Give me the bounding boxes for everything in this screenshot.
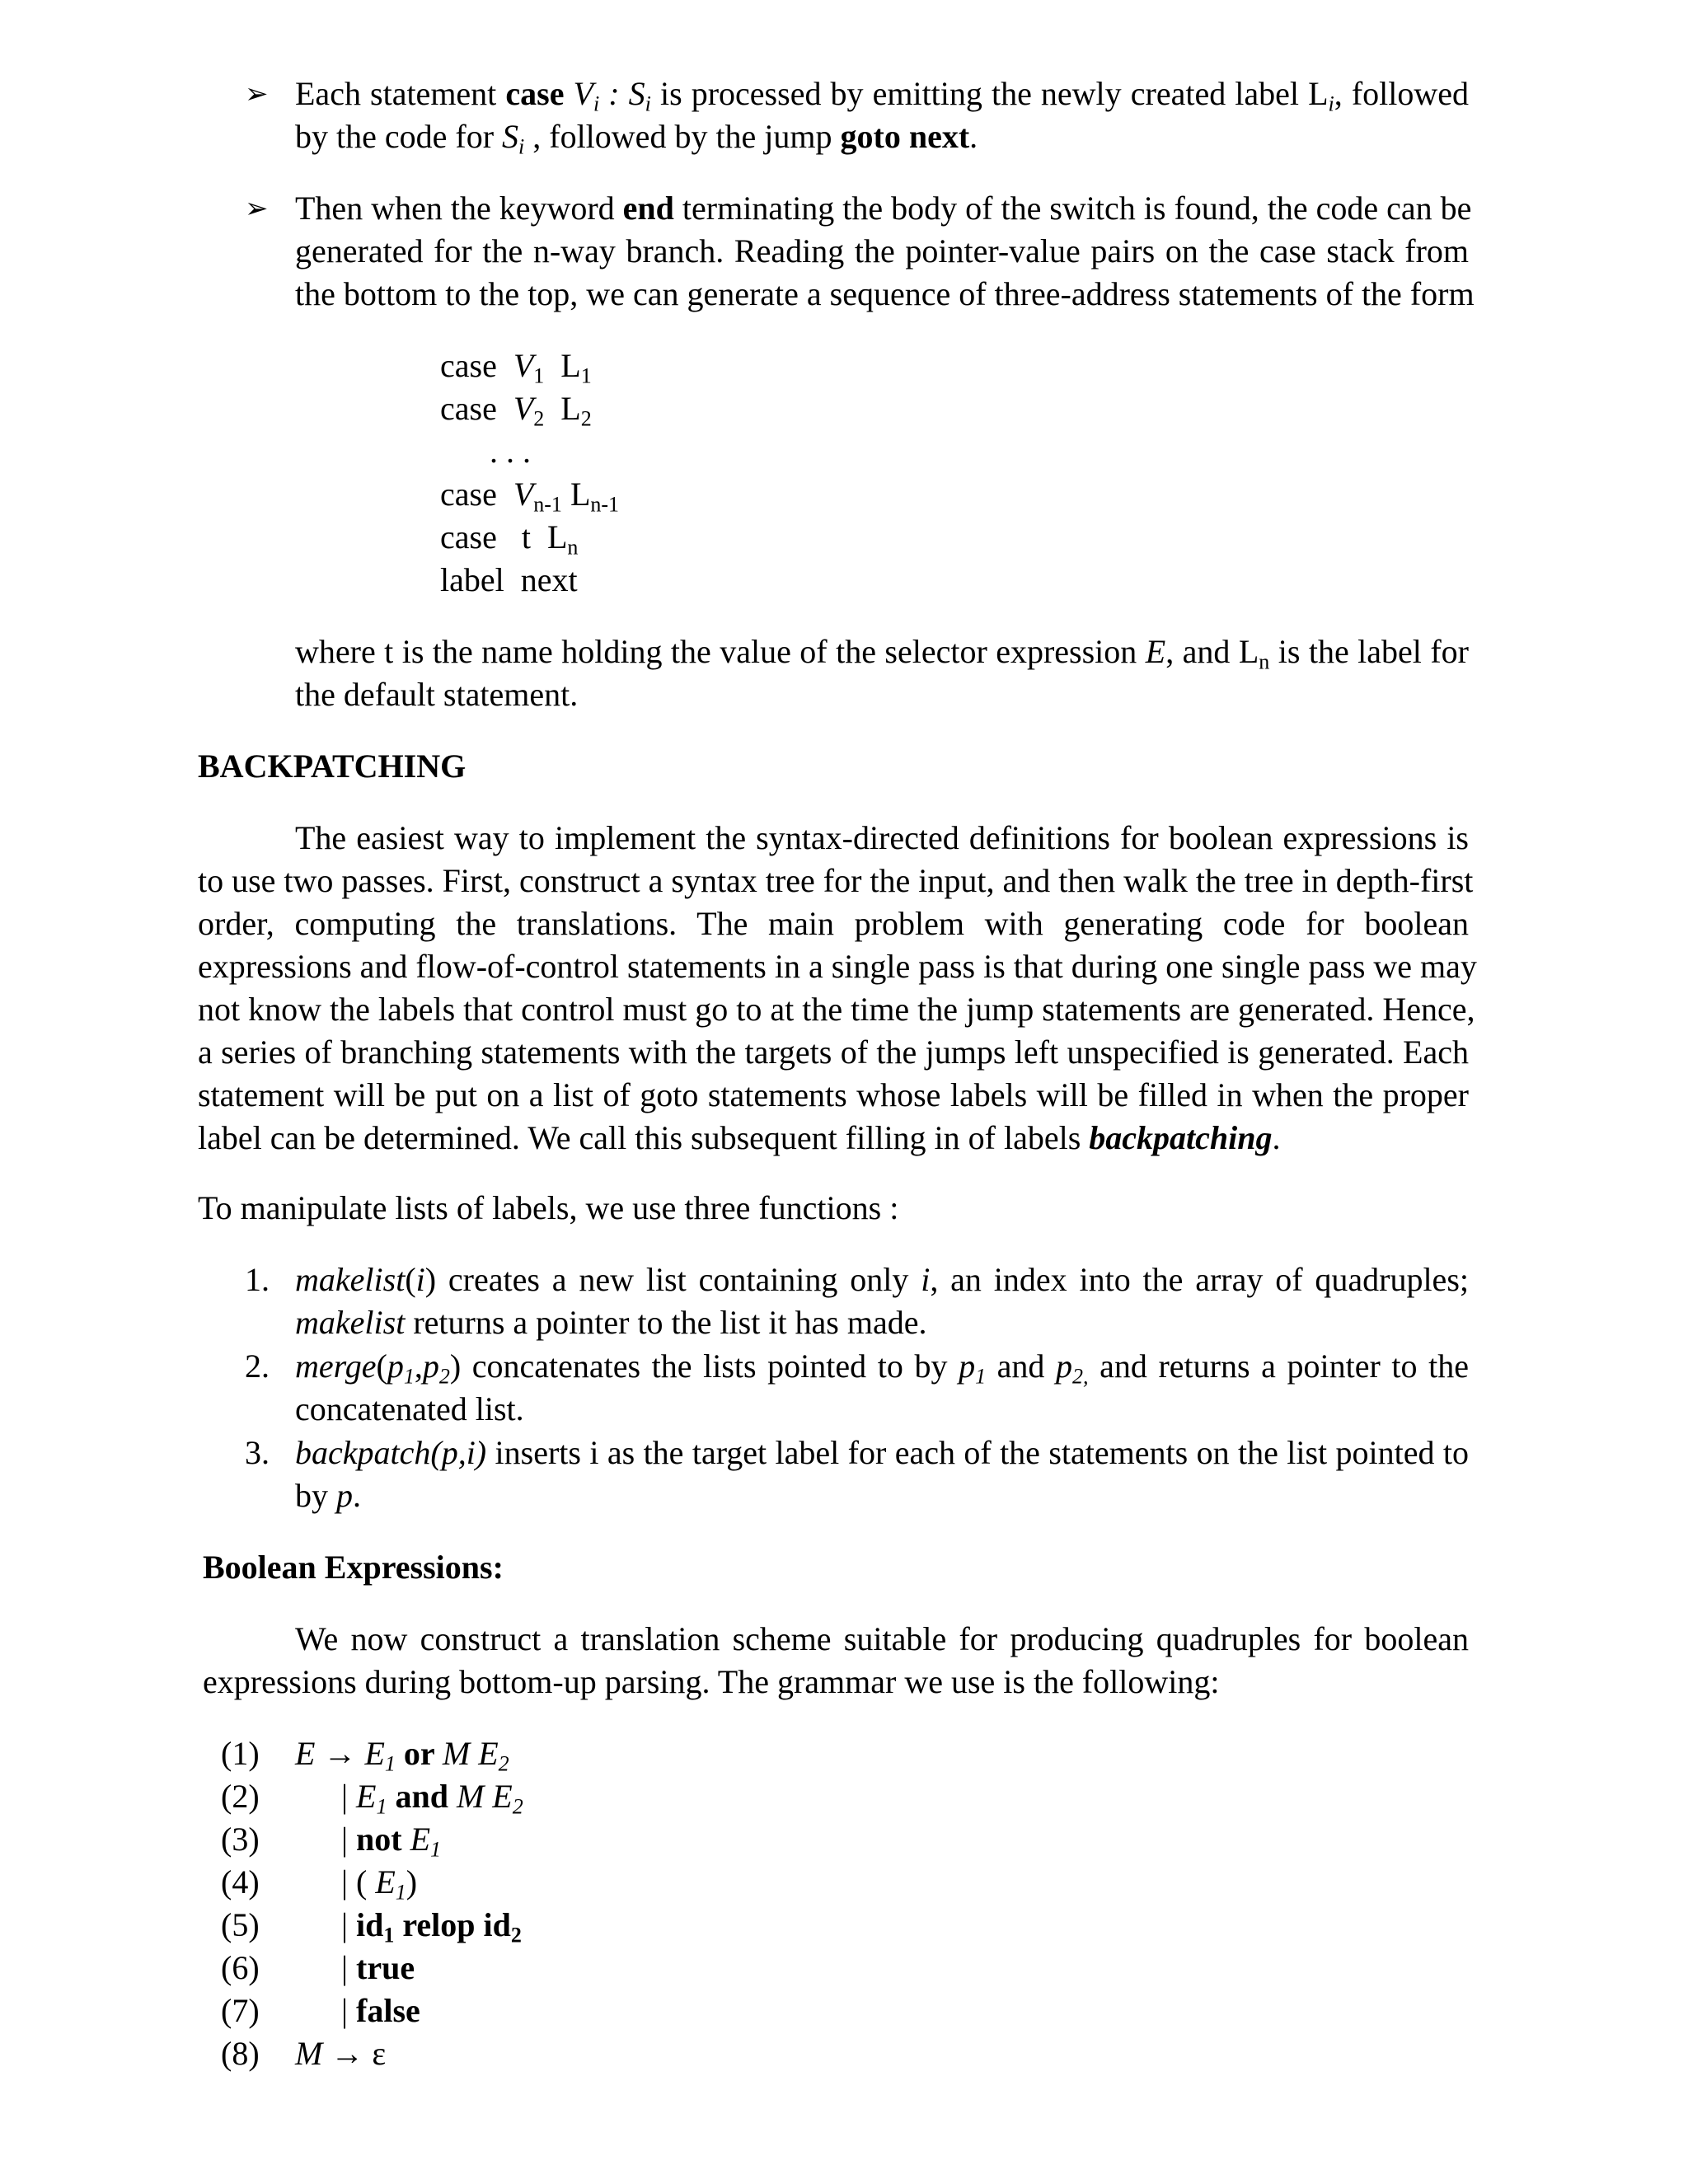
list-item-line: makelist returns a pointer to the list it has made. — [295, 1304, 927, 1341]
grammar-rule-number: (4) — [221, 1863, 260, 1900]
section-heading-boolean-expressions: Boolean Expressions: — [203, 1549, 504, 1586]
paragraph-line: not know the labels that control must go to at the time the jump statements are generated. Hence, — [198, 991, 1475, 1028]
grammar-production: | $id_1$ relop $id_2$ — [341, 1906, 522, 1947]
grammar-rule-number: (6) — [221, 1949, 260, 1986]
grammar-rule-number: (5) — [221, 1906, 260, 1943]
section-heading-backpatching: BACKPATCHING — [198, 748, 467, 785]
where-line-2: the default statement. — [295, 676, 579, 713]
list-item-line: backpatch(p,i) inserts i as the target label for each of the statements on the list pointed to — [295, 1434, 1469, 1471]
case-line: case $V_1$ $L_1$ — [440, 347, 592, 388]
list-item-number: 2. — [245, 1347, 270, 1385]
boolean-paragraph-line-1: We now construct a translation scheme suitable for producing quadruples for boolean — [295, 1620, 1469, 1657]
grammar-production: | ( $E_1$) — [341, 1863, 418, 1905]
functions-intro: To manipulate lists of labels, we use three functions : — [198, 1189, 899, 1226]
case-line: . . . — [440, 433, 531, 470]
grammar-rule-number: (8) — [221, 2035, 260, 2072]
grammar-production: | $E_1$ and M $E_2$ — [341, 1778, 523, 1819]
bullet-arrow-icon: ➢ — [245, 192, 269, 225]
bullet-2-line-3: the bottom to the top, we can generate a sequence of three-address statements of the form — [295, 275, 1475, 312]
where-line-1: where t is the name holding the value of the selector expression E, and $L_n$ is the label for — [295, 633, 1470, 674]
grammar-production: $E \to E_1$ or M $E_2$ — [295, 1735, 509, 1776]
bullet-1-line-1: Each statement case $V_i$ : $S_i$ is processed by emitting the newly created label $L_i$, followed — [295, 75, 1470, 116]
paragraph-line: expressions and flow-of-control statements in a single pass is that during one single pass we may — [198, 948, 1477, 985]
boolean-paragraph-line-2: expressions during bottom-up parsing. The grammar we use is the following: — [203, 1663, 1220, 1700]
paragraph-line: order, computing the translations. The main problem with generating code for boolean — [198, 905, 1469, 942]
grammar-production: | true — [341, 1949, 415, 1986]
grammar-rule-number: (2) — [221, 1778, 260, 1815]
grammar-rule-number: (7) — [221, 1992, 260, 2029]
list-item-number: 1. — [245, 1261, 270, 1298]
bullet-1-line-2: by the code for $S_i$ , followed by the jump goto next. — [295, 118, 978, 159]
list-item-line: makelist(i) creates a new list containing only i, an index into the array of quadruples; — [295, 1261, 1469, 1298]
paragraph-line: to use two passes. First, construct a syntax tree for the input, and then walk the tree in depth-first — [198, 862, 1474, 899]
list-item-number: 3. — [245, 1434, 270, 1471]
case-line: case $V_2$ $L_2$ — [440, 390, 592, 431]
case-line: case $V_{n-1}$ $L_{n-1}$ — [440, 476, 620, 517]
bullet-2-line-1: Then when the keyword end terminating the body of the switch is found, the code can be — [295, 190, 1472, 227]
grammar-production: M → ε — [295, 2035, 387, 2072]
grammar-rule-number: (3) — [221, 1821, 260, 1858]
paragraph-line: label can be determined. We call this subsequent filling in of labels backpatching. — [198, 1119, 1281, 1156]
paragraph-line: The easiest way to implement the syntax-directed definitions for boolean expressions is — [295, 819, 1469, 856]
list-item-line: by p. — [295, 1477, 361, 1514]
grammar-production: | not $E_1$ — [341, 1821, 442, 1862]
paragraph-line: a series of branching statements with the targets of the jumps left unspecified is generated. Each — [198, 1033, 1469, 1071]
case-line: case t $L_n$ — [440, 518, 579, 560]
paragraph-line: statement will be put on a list of goto statements whose labels will be filled in when the proper — [198, 1076, 1469, 1113]
grammar-rule-number: (1) — [221, 1735, 260, 1772]
case-line: label next — [440, 561, 578, 598]
list-item-line: concatenated list. — [295, 1390, 524, 1427]
list-item-line: $merge(p_1,p_2)$ concatenates the lists pointed to by $p_1$ and $p_{2,}$ and returns a pointer to the — [295, 1347, 1469, 1389]
bullet-2-line-2: generated for the n-way branch. Reading the pointer-value pairs on the case stack from — [295, 232, 1469, 269]
grammar-production: | false — [341, 1992, 420, 2029]
bullet-arrow-icon: ➢ — [245, 77, 269, 110]
